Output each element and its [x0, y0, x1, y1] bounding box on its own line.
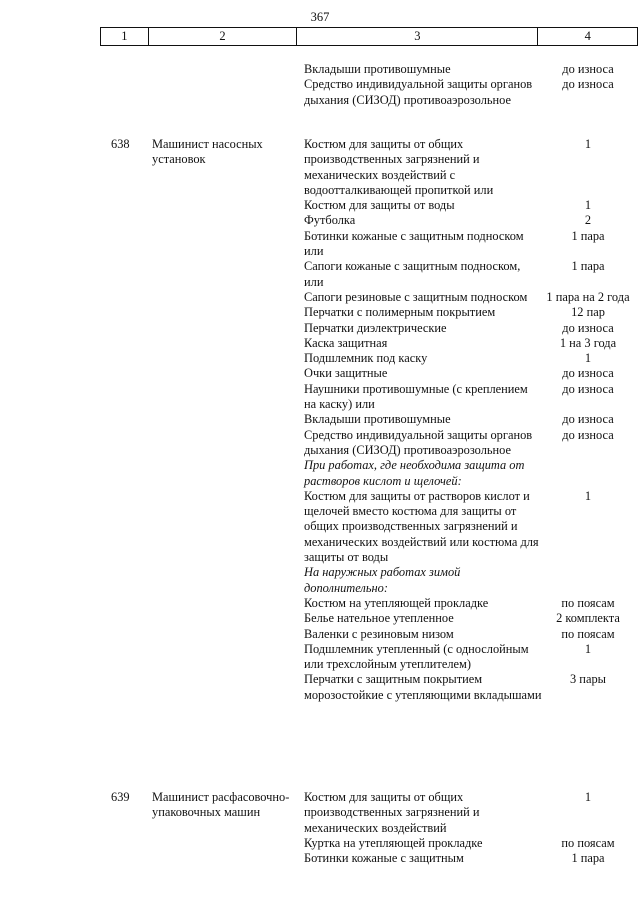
header-col-2: 2 — [148, 28, 296, 45]
ppe-item-norm: 1 — [584, 137, 592, 151]
ppe-item-name: Белье нательное утепленное — [304, 611, 454, 626]
ppe-item-name: Перчатки с полимерным покрытием — [304, 305, 496, 320]
ppe-item-name: Перчатки с защитным покрытием морозостойкие с утепляющими вкладышами — [304, 672, 542, 702]
ppe-item-name: Подшлемник утепленный (с однослойным или трехслойным утеплителем) — [304, 641, 529, 672]
entry-number: 639 — [111, 790, 130, 804]
ppe-item — [304, 259, 634, 290]
ppe-item-norm: 3 пары — [570, 672, 606, 687]
ppe-item-name: На наружных работах зимой дополнительно: — [304, 565, 461, 595]
condition-heading — [304, 458, 634, 489]
ppe-item-norm: по поясам — [561, 835, 615, 850]
profession-name: Машинист насосных установок — [152, 137, 263, 167]
ppe-list — [304, 137, 634, 703]
ppe-item-name: Перчатки диэлектрические — [304, 320, 447, 335]
ppe-item-norm: 1 пара — [571, 228, 605, 243]
ppe-item-norm: 1 — [584, 198, 592, 213]
ppe-item-name: При работах, где необходима защита от растворов кислот и щелочей: — [304, 458, 525, 488]
ppe-item — [304, 489, 634, 565]
ppe-item-norm: 1 на 3 года — [559, 335, 617, 350]
ppe-item — [304, 77, 634, 108]
ppe-item-name: Сапоги кожаные с защитным подноском, или — [304, 259, 521, 289]
condition-heading — [304, 565, 634, 596]
ppe-item-name: Костюм для защиты от общих производственных загрязнений и механических воздействий — [304, 790, 480, 835]
ppe-item-norm: 1 — [584, 790, 592, 804]
ppe-item-norm: 1 — [584, 641, 592, 656]
ppe-item — [304, 596, 634, 611]
ppe-item — [304, 627, 634, 642]
ppe-item-name: Наушники противошумные (с креплением на каску) или — [304, 381, 528, 412]
ppe-item-name: Средство индивидуальной защиты органов дыхания (СИЗОД) противоаэрозольное — [304, 77, 533, 107]
page-number: 367 — [310, 10, 330, 24]
ppe-item — [304, 229, 634, 260]
header-col-3: 3 — [296, 28, 537, 45]
ppe-item-norm: 1 пара — [571, 259, 605, 274]
ppe-item — [304, 428, 634, 459]
ppe-item — [304, 366, 634, 381]
ppe-item-norm: 1 пара — [571, 851, 605, 866]
ppe-item-norm — [542, 565, 634, 596]
ppe-item-name: Средство индивидуальной защиты органов дыхания (СИЗОД) противоаэрозольное — [304, 427, 533, 457]
ppe-item-norm: до износа — [562, 412, 614, 427]
ppe-item-name: Подшлемник под каску — [304, 351, 428, 366]
ppe-item — [304, 790, 634, 836]
ppe-item-name: Ботинки кожаные с защитным — [304, 851, 464, 866]
ppe-item — [304, 642, 634, 673]
ppe-item-norm: 2 комплекта — [556, 611, 620, 626]
ppe-item-name: Костюм для защиты от общих производственных загрязнений и механических воздействий с водоотталкивающей пропиткой или — [304, 137, 494, 197]
ppe-item — [304, 836, 634, 851]
ppe-item — [304, 198, 634, 213]
ppe-item-norm: по поясам — [561, 595, 615, 610]
ppe-item-name: Вкладыши противошумные — [304, 62, 451, 76]
ppe-item — [304, 351, 634, 366]
ppe-item-norm: до износа — [562, 62, 614, 76]
ppe-item — [304, 336, 634, 351]
ppe-item — [304, 305, 634, 320]
ppe-item-name: Вкладыши противошумные — [304, 412, 451, 427]
ppe-item-norm: по поясам — [561, 626, 615, 641]
ppe-item-name: Костюм для защиты от растворов кислот и щелочей вместо костюма для защиты от общих производственных загрязнений и механических воздействий или костюма для защиты от воды — [304, 488, 539, 565]
ppe-item — [304, 412, 634, 427]
ppe-list — [304, 790, 634, 866]
ppe-item — [304, 611, 634, 626]
ppe-item — [304, 62, 634, 77]
ppe-item-norm: до износа — [562, 77, 614, 92]
header-col-4: 4 — [537, 28, 638, 45]
ppe-item-name: Ботинки кожаные с защитным подноском или — [304, 228, 524, 259]
ppe-item — [304, 382, 634, 413]
header-col-1: 1 — [100, 28, 148, 45]
ppe-item-norm: 1 — [584, 351, 592, 366]
ppe-item-norm: 12 пар — [571, 305, 605, 320]
ppe-item-name: Футболка — [304, 213, 356, 228]
ppe-item-name: Каска защитная — [304, 335, 388, 350]
ppe-item — [304, 137, 634, 198]
table-header — [100, 27, 638, 46]
ppe-item — [304, 321, 634, 336]
ppe-item-norm: 1 пара на 2 года — [546, 289, 630, 304]
ppe-item-name: Валенки с резиновым низом — [304, 626, 454, 641]
ppe-item-name: Сапоги резиновые с защитным подноском — [304, 289, 528, 304]
entry-number: 638 — [111, 137, 130, 151]
ppe-item-norm: 1 — [584, 488, 592, 503]
profession-name: Машинист расфасовочно-упаковочных машин — [152, 790, 290, 820]
ppe-item — [304, 851, 634, 866]
ppe-item-norm — [542, 458, 634, 489]
ppe-item — [304, 672, 634, 703]
ppe-item-name: Костюм на утепляющей прокладке — [304, 595, 489, 610]
ppe-item-norm: до износа — [562, 320, 614, 335]
ppe-item-norm: 2 — [584, 213, 592, 228]
ppe-item — [304, 290, 634, 305]
ppe-item — [304, 213, 634, 228]
ppe-item-norm: до износа — [562, 427, 614, 442]
ppe-item-name: Костюм для защиты от воды — [304, 198, 455, 213]
ppe-list — [304, 62, 634, 108]
ppe-item-norm: до износа — [562, 366, 614, 381]
ppe-item-norm: до износа — [562, 381, 614, 396]
ppe-item-name: Куртка на утепляющей прокладке — [304, 835, 483, 850]
ppe-item-name: Очки защитные — [304, 366, 388, 381]
